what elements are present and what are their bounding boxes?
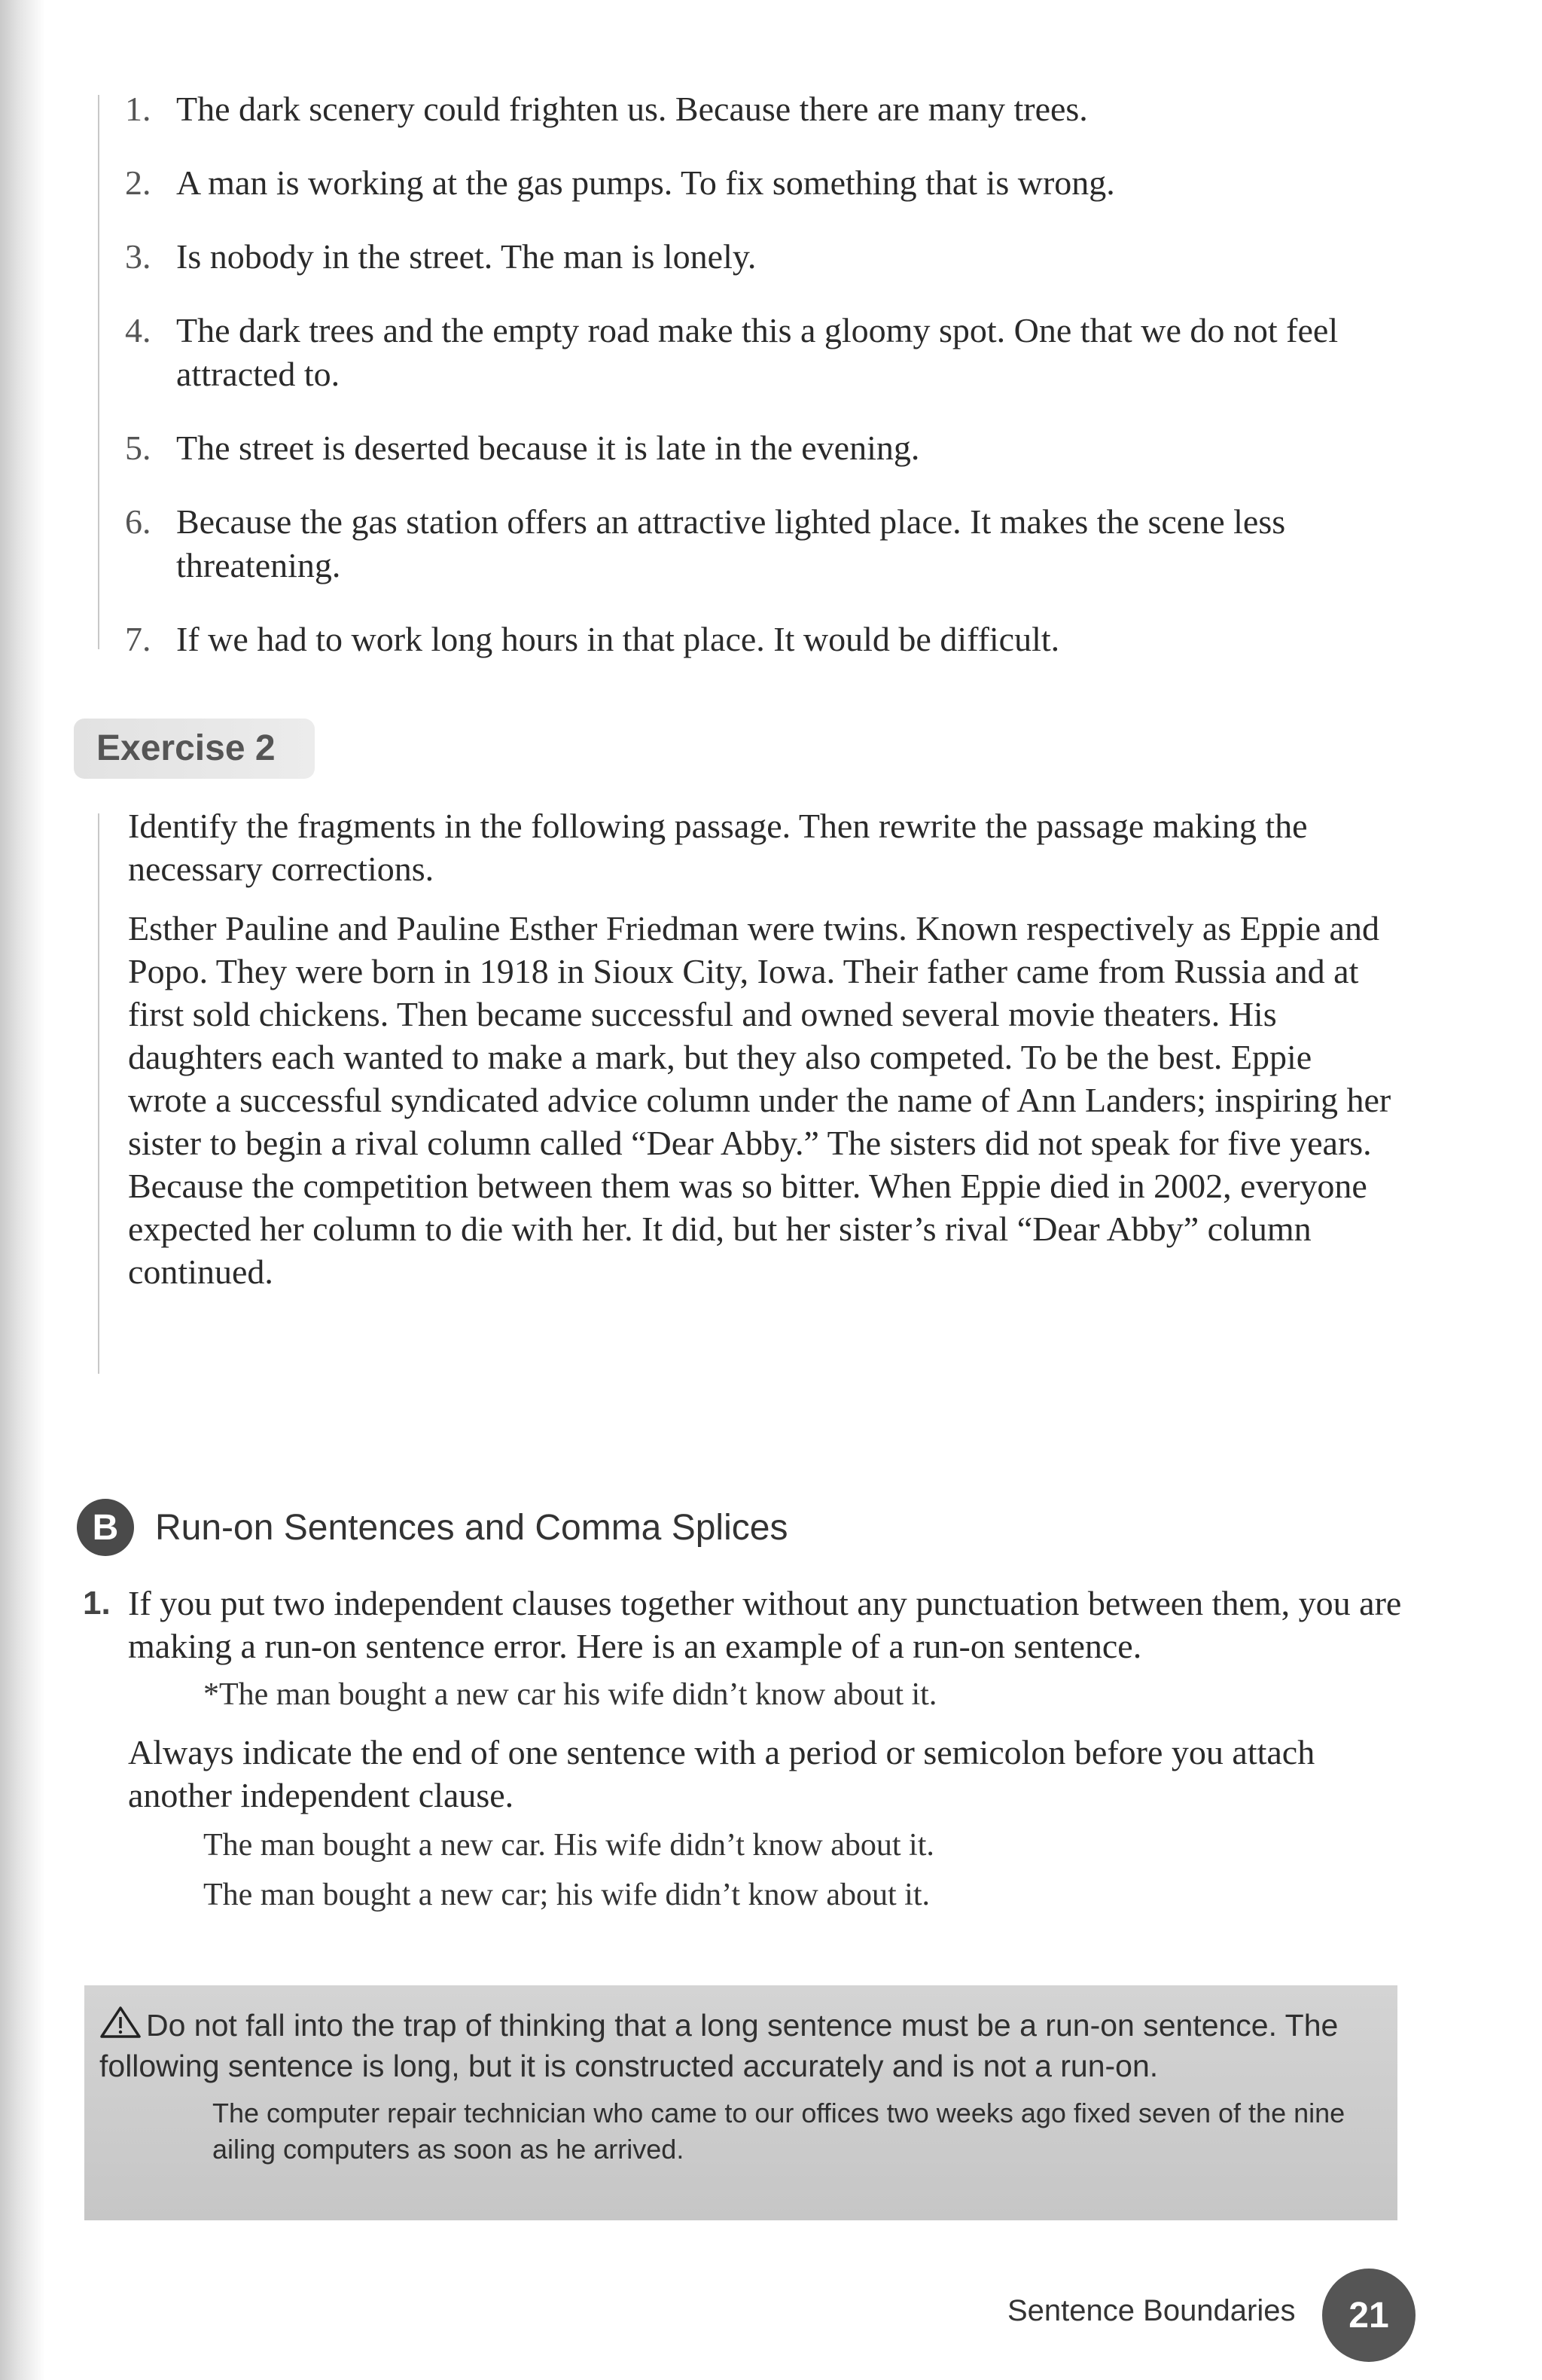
- item-text: The dark trees and the empty road make this a gloomy spot. One that we do not feel attracted to.: [176, 311, 1339, 393]
- exercise-passage: Esther Pauline and Pauline Esther Friedman were twins. Known respectively as Eppie and Popo. They were born in 1918 in Sioux City, Iowa. Their father came from Russia and at first sold chickens. Then became successful and owned several movie theaters. His daughters each wanted to make a mark, but they also competed. To be the best. Eppie wrote a successful syndicated advice column under the name of Ann Landers; inspiring her sister to begin a rival column called “Dear Abby.” The sisters did not speak for five years. Because the competition between them was so bitter. When Eppie died in 2002, everyone expected her column to die with her. It did, but her sister’s rival “Dear Abby” column continued.: [128, 909, 1391, 1291]
- exercise-heading: Exercise 2: [74, 719, 315, 779]
- item-number: 1.: [125, 90, 151, 128]
- item-text: A man is working at the gas pumps. To fix something that is wrong.: [176, 163, 1115, 202]
- rule-item: [83, 1582, 1408, 1915]
- rule-text-2: Always indicate the end of one sentence with a period or semicolon before you attach another independent clause.: [128, 1733, 1315, 1814]
- item-number: 6.: [125, 502, 151, 541]
- exercise-margin-rule: [98, 813, 99, 1374]
- exercise-instruction: Identify the fragments in the following passage. Then rewrite the passage making the necessary corrections.: [128, 807, 1308, 888]
- corrected-example-period: The man bought a new car. His wife didn’t know about it.: [203, 1828, 934, 1863]
- item-text: The dark scenery could frighten us. Because there are many trees.: [176, 90, 1088, 128]
- section-badge: B: [77, 1499, 134, 1556]
- list-item: [125, 161, 1390, 205]
- list-item: [125, 235, 1390, 279]
- section-title: Run-on Sentences and Comma Splices: [155, 1507, 788, 1548]
- section-heading: [77, 1499, 788, 1556]
- rule-text: If you put two independent clauses together without any punctuation between them, you are making a run-on sentence error. Here is an example of a run-on sentence.: [128, 1584, 1402, 1665]
- note-text-line: [99, 2005, 1367, 2086]
- list-item: [125, 309, 1390, 396]
- warning-triangle-icon: [99, 2006, 142, 2039]
- list-margin-rule: [98, 95, 99, 649]
- list-item: [125, 500, 1390, 587]
- rule-body: [83, 1582, 1408, 1915]
- item-number: 5.: [125, 429, 151, 467]
- running-footer: Sentence Boundaries: [1007, 2294, 1296, 2327]
- item-text: Is nobody in the street. The man is lonely.: [176, 237, 757, 276]
- fragment-list: [125, 87, 1390, 691]
- caution-note: [84, 1985, 1397, 2220]
- list-item: [125, 426, 1390, 470]
- item-number: 7.: [125, 620, 151, 658]
- list-item: [125, 87, 1390, 131]
- list-item: [125, 618, 1390, 661]
- item-text: If we had to work long hours in that place. It would be difficult.: [176, 620, 1060, 658]
- item-text: Because the gas station offers an attractive lighted place. It makes the scene less threatening.: [176, 502, 1286, 584]
- item-number: 3.: [125, 237, 151, 276]
- corrected-example-semicolon: The man bought a new car; his wife didn’t know about it.: [203, 1878, 931, 1912]
- item-number: 2.: [125, 163, 151, 202]
- item-text: The street is deserted because it is late in the evening.: [176, 429, 920, 467]
- exercise-body: [128, 804, 1393, 1310]
- note-sample-sentence: The computer repair technician who came to our offices two weeks ago fixed seven of the nine ailing computers as soon as he arrived.: [212, 2098, 1345, 2165]
- page-number: 21: [1322, 2269, 1416, 2362]
- rule-number: 1.: [83, 1585, 111, 1622]
- book-spine-shadow: [0, 0, 45, 2380]
- runon-example: *The man bought a new car his wife didn’t know about it.: [203, 1677, 937, 1712]
- item-number: 4.: [125, 311, 151, 349]
- note-text: Do not fall into the trap of thinking that a long sentence must be a run-on sentence. The following sentence is long, but it is constructed accurately and is not a run-on.: [99, 2008, 1339, 2083]
